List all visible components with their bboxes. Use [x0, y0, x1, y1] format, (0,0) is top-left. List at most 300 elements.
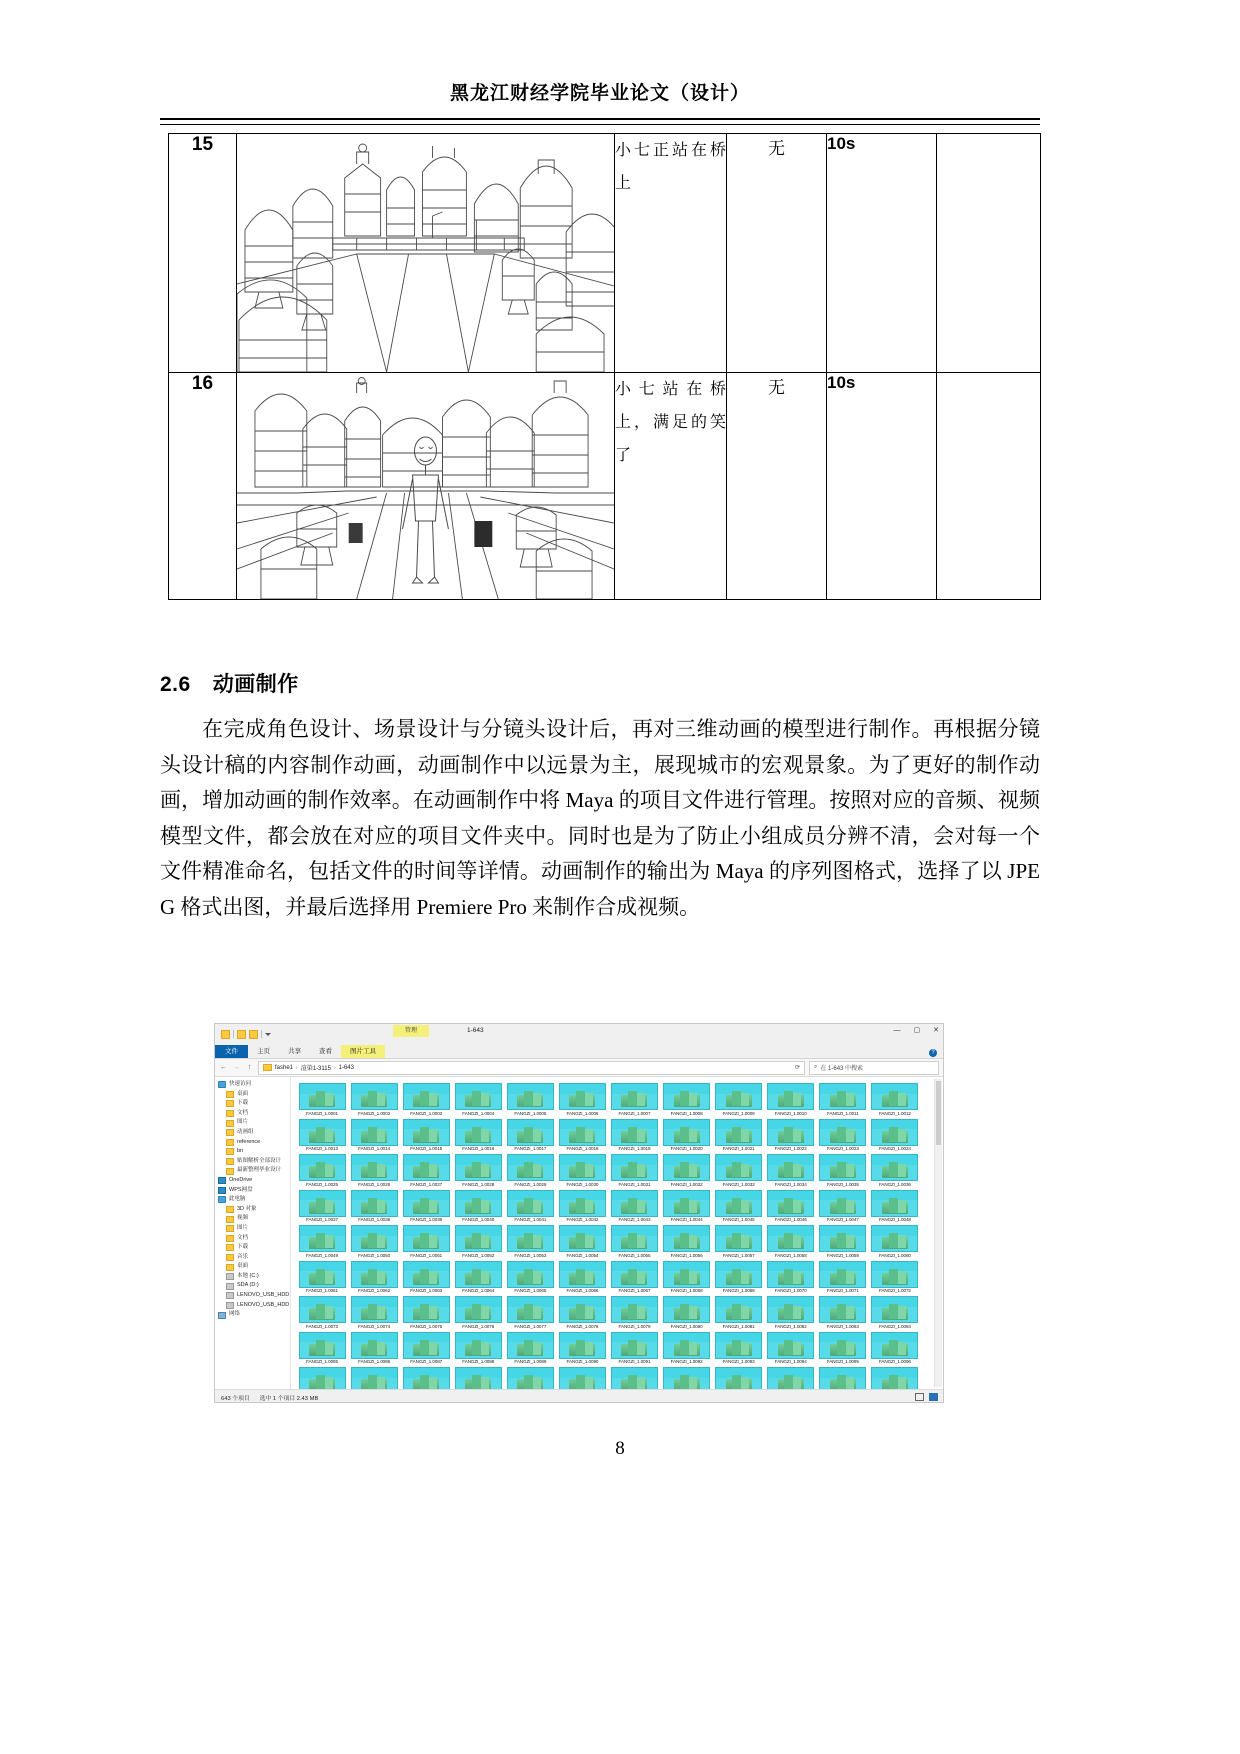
file-tile[interactable]	[609, 1332, 659, 1365]
nav-item-6[interactable]	[218, 1138, 290, 1148]
file-tile[interactable]	[818, 1332, 868, 1365]
file-tile[interactable]	[557, 1332, 607, 1365]
file-tile[interactable]	[609, 1083, 659, 1116]
window-title: 1-643	[467, 1027, 484, 1034]
folder-icon	[221, 1030, 230, 1039]
file-tile[interactable]	[349, 1154, 399, 1187]
file-tile[interactable]	[818, 1083, 868, 1116]
file-thumbnail-icon	[611, 1367, 658, 1389]
file-tile[interactable]	[662, 1332, 712, 1365]
file-thumbnail-icon	[559, 1332, 606, 1359]
file-tile[interactable]	[349, 1296, 399, 1329]
file-tile[interactable]	[557, 1119, 607, 1152]
breadcrumb-item-2[interactable]: 1-643	[338, 1064, 354, 1071]
file-tile[interactable]	[557, 1154, 607, 1187]
nav-item-13[interactable]	[218, 1205, 290, 1215]
character-on-bridge-sketch-icon	[237, 373, 614, 599]
file-tile[interactable]	[870, 1154, 920, 1187]
folder-icon	[263, 1064, 272, 1071]
file-tile[interactable]	[714, 1154, 764, 1187]
nav-item-label: 本地 (C:)	[237, 1272, 259, 1279]
file-thumbnail-icon	[351, 1083, 398, 1110]
tab-share[interactable]: 共享	[288, 1048, 301, 1055]
file-tile[interactable]	[609, 1225, 659, 1258]
file-tile[interactable]	[766, 1367, 816, 1389]
file-tile[interactable]	[662, 1296, 712, 1329]
file-thumbnail-icon	[559, 1367, 606, 1389]
file-thumbnail-icon	[819, 1190, 866, 1217]
file-tile[interactable]	[818, 1154, 868, 1187]
file-tile[interactable]	[870, 1367, 920, 1389]
file-tile[interactable]	[609, 1154, 659, 1187]
file-tile[interactable]	[557, 1367, 607, 1389]
file-tile[interactable]	[766, 1190, 816, 1223]
file-thumbnail-icon	[299, 1119, 346, 1146]
header-title: 黑龙江财经学院毕业论文（设计）	[449, 83, 750, 104]
file-tile[interactable]	[870, 1119, 920, 1152]
file-tile[interactable]	[349, 1367, 399, 1389]
file-tile[interactable]	[505, 1296, 555, 1329]
file-name-label: FANGZI_1.0072	[878, 1288, 911, 1293]
nav-item-16[interactable]	[218, 1234, 290, 1244]
file-tile[interactable]	[505, 1083, 555, 1116]
file-tile[interactable]	[453, 1225, 503, 1258]
file-name-label: FANGZI_1.0010	[774, 1110, 807, 1116]
file-tile[interactable]	[557, 1296, 607, 1329]
new-folder-icon[interactable]	[249, 1030, 258, 1039]
nav-item-label: 图片	[237, 1224, 249, 1231]
file-tile[interactable]	[557, 1190, 607, 1223]
file-tile[interactable]	[870, 1083, 920, 1116]
nav-item-21[interactable]	[218, 1281, 290, 1291]
file-tile[interactable]	[401, 1119, 451, 1152]
file-tile[interactable]	[297, 1367, 347, 1389]
file-tile[interactable]	[297, 1332, 347, 1365]
file-name-label: FANGZI_1.0073	[306, 1323, 338, 1329]
nav-item-22[interactable]	[218, 1291, 290, 1301]
file-name-label: FANGZI_1.0022	[774, 1146, 807, 1151]
nav-item-label: SDA (D:)	[237, 1282, 259, 1289]
file-tile[interactable]	[662, 1367, 712, 1389]
forward-icon[interactable]: →	[233, 1064, 240, 1071]
nav-item-1[interactable]	[218, 1090, 290, 1100]
file-tile[interactable]	[401, 1225, 451, 1258]
file-tile[interactable]	[714, 1332, 764, 1365]
file-name-label: FANGZI_1.0031	[618, 1181, 651, 1187]
file-tile[interactable]	[453, 1296, 503, 1329]
file-tile[interactable]	[297, 1261, 347, 1294]
file-thumbnail-icon	[871, 1190, 918, 1217]
file-tile[interactable]	[714, 1261, 764, 1294]
file-name-label: FANGZI_1.0080	[670, 1323, 703, 1329]
file-name-label: FANGZI_1.0027	[410, 1181, 443, 1187]
file-tile[interactable]	[766, 1332, 816, 1365]
file-tile[interactable]	[870, 1261, 920, 1294]
section-title: 动画制作	[212, 673, 299, 696]
file-tile[interactable]	[297, 1296, 347, 1329]
file-tile[interactable]	[766, 1119, 816, 1152]
nav-item-label: 桌面	[237, 1263, 249, 1270]
navigation-pane[interactable]	[215, 1077, 291, 1389]
file-name-label: FANGZI_1.0042	[566, 1217, 599, 1222]
up-icon[interactable]: ↑	[247, 1064, 252, 1071]
file-thumbnail-icon	[403, 1190, 450, 1217]
file-tile[interactable]	[870, 1190, 920, 1223]
file-thumbnail-icon	[559, 1083, 606, 1110]
file-tile[interactable]	[297, 1154, 347, 1187]
file-tile[interactable]	[505, 1154, 555, 1187]
nav-item-label: 图片	[237, 1119, 249, 1126]
folder-icon	[226, 1148, 234, 1155]
storyboard-sketch-16	[237, 373, 614, 599]
file-thumbnail-icon	[819, 1332, 866, 1359]
close-button[interactable]: ✕	[933, 1027, 939, 1034]
nav-item-14[interactable]	[218, 1214, 290, 1224]
tab-view[interactable]: 查看	[319, 1048, 332, 1055]
file-name-label: FANGZI_1.0088	[462, 1359, 495, 1364]
file-tile[interactable]	[766, 1225, 816, 1258]
folder-icon	[226, 1254, 234, 1261]
file-tile[interactable]	[349, 1261, 399, 1294]
file-tile[interactable]	[609, 1367, 659, 1389]
section-number: 2.6	[160, 673, 191, 696]
nav-item-10[interactable]	[218, 1176, 290, 1186]
file-name-label: FANGZI_1.0009	[722, 1110, 755, 1116]
file-tile[interactable]	[766, 1083, 816, 1116]
file-tile[interactable]	[297, 1119, 347, 1152]
file-name-label: FANGZI_1.0003	[410, 1110, 443, 1116]
file-name-label: FANGZI_1.0096	[878, 1359, 911, 1364]
file-name-label: FANGZI_1.0049	[306, 1252, 338, 1258]
file-tile[interactable]	[505, 1225, 555, 1258]
file-tile[interactable]	[818, 1190, 868, 1223]
file-tile[interactable]	[662, 1225, 712, 1258]
file-thumbnail-icon	[715, 1261, 762, 1288]
file-name-label: FANGZI_1.0064	[462, 1288, 495, 1293]
status-bar	[215, 1389, 943, 1403]
help-icon[interactable]: ?	[929, 1049, 937, 1057]
file-thumbnail-icon	[455, 1083, 502, 1110]
file-tile[interactable]	[401, 1332, 451, 1365]
drive-icon	[226, 1292, 234, 1299]
nav-item-label: 下载	[237, 1244, 249, 1251]
file-tile[interactable]	[818, 1225, 868, 1258]
cloud-icon	[218, 1187, 226, 1194]
file-tile[interactable]	[609, 1296, 659, 1329]
nav-item-label: 3D 对象	[237, 1205, 257, 1212]
file-thumbnail-icon	[611, 1332, 658, 1359]
file-name-label: FANGZI_1.0006	[566, 1110, 599, 1116]
nav-item-label: 文档	[237, 1109, 249, 1116]
search-icon: ⌕	[814, 1064, 818, 1070]
folder-icon	[226, 1139, 234, 1146]
nav-item-label: 最新整理毕业设计	[237, 1167, 282, 1174]
file-tile[interactable]	[453, 1367, 503, 1389]
file-tile[interactable]	[505, 1332, 555, 1365]
file-name-label: FANGZI_1.0047	[826, 1217, 859, 1222]
file-thumbnail-icon	[299, 1367, 346, 1389]
item-count: 643 个项目	[221, 1395, 250, 1402]
back-icon[interactable]: ←	[220, 1064, 227, 1071]
file-name-label: FANGZI_1.0090	[566, 1359, 599, 1364]
file-tile[interactable]	[401, 1190, 451, 1223]
file-tile[interactable]	[557, 1083, 607, 1116]
file-tile[interactable]	[349, 1083, 399, 1116]
ribbon-tabs[interactable]	[215, 1044, 943, 1059]
file-thumbnail-icon	[767, 1083, 814, 1110]
nav-item-17[interactable]	[218, 1243, 290, 1253]
file-tile[interactable]	[557, 1261, 607, 1294]
nav-item-24[interactable]	[218, 1310, 290, 1320]
file-tile[interactable]	[453, 1332, 503, 1365]
file-name-label: FANGZI_1.0040	[462, 1217, 495, 1222]
file-name-label: FANGZI_1.0016	[462, 1146, 495, 1151]
file-tile[interactable]	[714, 1225, 764, 1258]
file-tile[interactable]	[505, 1261, 555, 1294]
file-tile[interactable]	[609, 1119, 659, 1152]
file-tile[interactable]	[870, 1225, 920, 1258]
file-tile[interactable]	[401, 1296, 451, 1329]
file-grid[interactable]	[297, 1083, 921, 1389]
file-tile[interactable]	[818, 1119, 868, 1152]
tab-file[interactable]: 文件	[215, 1045, 248, 1058]
file-thumbnail-icon	[715, 1296, 762, 1323]
file-thumbnail-icon	[507, 1119, 554, 1146]
folder-icon	[226, 1225, 234, 1232]
file-tile[interactable]	[505, 1367, 555, 1389]
nav-item-label: reference	[237, 1138, 261, 1145]
file-tile[interactable]	[453, 1190, 503, 1223]
nav-item-15[interactable]	[218, 1224, 290, 1234]
nav-item-5[interactable]	[218, 1128, 290, 1138]
scrollbar-thumb[interactable]	[936, 1081, 941, 1145]
maximize-button[interactable]: ▢	[913, 1027, 921, 1034]
file-tile[interactable]	[453, 1083, 503, 1116]
file-name-label: FANGZI_1.0081	[722, 1323, 755, 1329]
breadcrumb-item-0[interactable]: fashe1	[275, 1064, 294, 1071]
file-name-label: FANGZI_1.0082	[774, 1323, 807, 1329]
file-tile[interactable]	[662, 1190, 712, 1223]
file-name-label: FANGZI_1.0044	[670, 1217, 703, 1222]
file-name-label: FANGZI_1.0020	[670, 1146, 703, 1151]
file-tile[interactable]	[714, 1367, 764, 1389]
large-icons-view-icon[interactable]	[929, 1393, 938, 1401]
file-thumbnail-icon	[611, 1296, 658, 1323]
file-name-label: FANGZI_1.0046	[774, 1217, 807, 1222]
file-name-label: FANGZI_1.0011	[827, 1110, 859, 1116]
folder-icon	[226, 1110, 234, 1117]
file-thumbnail-icon	[299, 1225, 346, 1252]
file-tile[interactable]	[297, 1225, 347, 1258]
file-thumbnail-icon	[871, 1367, 918, 1389]
folder-icon	[226, 1235, 234, 1242]
breadcrumb-separator: ›	[296, 1064, 298, 1071]
file-tile[interactable]	[818, 1367, 868, 1389]
breadcrumb-item-1[interactable]: 渲染1-3115	[300, 1066, 331, 1072]
breadcrumb[interactable]	[258, 1061, 805, 1075]
file-tile[interactable]	[453, 1261, 503, 1294]
file-name-label: FANGZI_1.0026	[358, 1181, 391, 1187]
file-tile[interactable]	[297, 1190, 347, 1223]
selection-info: 选中 1 个项目 2.43 MB	[259, 1395, 319, 1402]
nav-item-8[interactable]	[218, 1157, 290, 1167]
file-name-label: FANGZI_1.0057	[722, 1252, 755, 1258]
file-tile[interactable]	[505, 1119, 555, 1152]
body-paragraph: 在完成角色设计、场景设计与分镜头设计后，再对三维动画的模型进行制作。再根据分镜头设计稿的内容制作动画，动画制作中以远景为主，展现城市的宏观景象。为了更好的制作动画，增加动画的制作效率。在动画制作中将 Maya 的项目文件进行管理。按照对应的音频、视频模型文件，都会放在对应的项目文件夹中。同时也是为了防止小组成员分辨不清，会对每一个文件精准命名，包括文件的时间等详情。动画制作的输出为 Maya 的序列图格式，选择了以 JPEG 格式出图，并最后选择用 Premiere Pro 来制作合成视频。	[160, 717, 1040, 919]
file-tile[interactable]	[662, 1261, 712, 1294]
file-name-label: FANGZI_1.0036	[878, 1181, 911, 1187]
file-name-label: FANGZI_1.0078	[566, 1323, 599, 1329]
file-name-label: FANGZI_1.0018	[566, 1146, 599, 1151]
file-thumbnail-icon	[299, 1332, 346, 1359]
tab-picture-tools[interactable]: 图片工具	[341, 1045, 385, 1058]
file-thumbnail-icon	[455, 1190, 502, 1217]
file-name-label: FANGZI_1.0033	[722, 1181, 755, 1187]
file-tile[interactable]	[766, 1296, 816, 1329]
file-tile[interactable]	[401, 1261, 451, 1294]
file-tile[interactable]	[662, 1154, 712, 1187]
properties-icon[interactable]	[237, 1030, 246, 1039]
nav-item-7[interactable]	[218, 1147, 290, 1157]
refresh-icon[interactable]: ⟳	[794, 1065, 800, 1071]
shot-note	[937, 373, 1041, 600]
file-thumbnail-icon	[507, 1225, 554, 1252]
search-input[interactable]	[809, 1061, 939, 1075]
file-thumbnail-icon	[559, 1296, 606, 1323]
file-tile[interactable]	[870, 1296, 920, 1329]
file-thumbnail-icon	[455, 1119, 502, 1146]
file-thumbnail-icon	[871, 1332, 918, 1359]
file-thumbnail-icon	[663, 1296, 710, 1323]
file-thumbnail-icon	[559, 1190, 606, 1217]
file-name-label: FANGZI_1.0001	[306, 1110, 338, 1116]
file-thumbnail-icon	[403, 1296, 450, 1323]
file-tile[interactable]	[766, 1154, 816, 1187]
file-tile[interactable]	[662, 1083, 712, 1116]
file-tile[interactable]	[401, 1083, 451, 1116]
file-thumbnail-icon	[351, 1119, 398, 1146]
file-tile[interactable]	[714, 1083, 764, 1116]
nav-item-23[interactable]	[218, 1301, 290, 1311]
file-thumbnail-icon	[351, 1332, 398, 1359]
file-tile[interactable]	[349, 1225, 399, 1258]
file-tile[interactable]	[870, 1332, 920, 1365]
file-thumbnail-icon	[663, 1367, 710, 1389]
file-tile[interactable]	[818, 1261, 868, 1294]
file-name-label: FANGZI_1.0012	[878, 1110, 911, 1116]
nav-item-11[interactable]	[218, 1186, 290, 1196]
file-tile[interactable]	[609, 1190, 659, 1223]
net-icon	[218, 1312, 226, 1319]
file-thumbnail-icon	[351, 1225, 398, 1252]
file-tile[interactable]	[297, 1083, 347, 1116]
file-thumbnail-icon	[403, 1261, 450, 1288]
file-tile[interactable]	[766, 1261, 816, 1294]
file-name-label: FANGZI_1.0059	[826, 1252, 859, 1258]
file-thumbnail-icon	[403, 1225, 450, 1252]
file-list-pane[interactable]	[291, 1077, 943, 1389]
file-name-label: FANGZI_1.0086	[358, 1359, 391, 1364]
file-tile[interactable]	[662, 1119, 712, 1152]
file-name-label: FANGZI_1.0050	[358, 1252, 391, 1258]
file-name-label: FANGZI_1.0061	[306, 1288, 338, 1293]
chevron-down-icon[interactable]	[265, 1033, 271, 1036]
nav-item-4[interactable]	[218, 1118, 290, 1128]
file-tile[interactable]	[818, 1296, 868, 1329]
file-name-label: FANGZI_1.0008	[670, 1110, 703, 1116]
file-tile[interactable]	[453, 1154, 503, 1187]
nav-item-12[interactable]	[218, 1195, 290, 1205]
file-thumbnail-icon	[403, 1332, 450, 1359]
file-tile[interactable]	[505, 1190, 555, 1223]
file-tile[interactable]	[453, 1119, 503, 1152]
nav-item-3[interactable]	[218, 1109, 290, 1119]
file-name-label: FANGZI_1.0054	[566, 1252, 599, 1258]
file-tile[interactable]	[714, 1119, 764, 1152]
file-thumbnail-icon	[819, 1296, 866, 1323]
file-tile[interactable]	[349, 1190, 399, 1223]
file-thumbnail-icon	[559, 1154, 606, 1181]
file-tile[interactable]	[349, 1332, 399, 1365]
file-thumbnail-icon	[767, 1261, 814, 1288]
nav-item-label: WPS网盘	[229, 1186, 253, 1193]
search-placeholder: 在 1-643 中搜索	[820, 1066, 864, 1072]
file-thumbnail-icon	[819, 1119, 866, 1146]
shot-duration: 10s	[827, 373, 937, 600]
file-name-label: FANGZI_1.0058	[774, 1252, 807, 1258]
file-tile[interactable]	[557, 1225, 607, 1258]
file-name-label: FANGZI_1.0085	[306, 1359, 338, 1364]
file-thumbnail-icon	[871, 1119, 918, 1146]
header-rule-thin	[160, 124, 1040, 125]
file-tile[interactable]	[714, 1190, 764, 1223]
nav-item-label: 下载	[237, 1100, 249, 1107]
folder-icon	[226, 1216, 234, 1223]
window-controls[interactable]	[894, 1026, 940, 1034]
nav-item-0[interactable]	[218, 1080, 290, 1090]
details-view-icon[interactable]	[915, 1393, 924, 1401]
file-tile[interactable]	[609, 1261, 659, 1294]
file-name-label: FANGZI_1.0025	[306, 1181, 338, 1187]
tab-home[interactable]: 主页	[257, 1048, 270, 1055]
file-tile[interactable]	[401, 1154, 451, 1187]
nav-item-2[interactable]	[218, 1099, 290, 1109]
file-thumbnail-icon	[611, 1190, 658, 1217]
nav-item-9[interactable]	[218, 1166, 290, 1176]
file-tile[interactable]	[714, 1296, 764, 1329]
nav-item-label: 此电脑	[229, 1196, 246, 1203]
file-thumbnail-icon	[559, 1225, 606, 1252]
quick-access-toolbar[interactable]	[215, 1030, 271, 1039]
file-thumbnail-icon	[455, 1154, 502, 1181]
file-tile[interactable]	[401, 1367, 451, 1389]
vertical-scrollbar[interactable]	[934, 1079, 942, 1387]
minimize-button[interactable]: —	[893, 1026, 901, 1034]
file-thumbnail-icon	[715, 1190, 762, 1217]
nav-item-18[interactable]	[218, 1253, 290, 1263]
file-thumbnail-icon	[507, 1154, 554, 1181]
file-name-label: FANGZI_1.0005	[514, 1110, 547, 1116]
file-tile[interactable]	[349, 1119, 399, 1152]
table-row	[169, 134, 1041, 373]
nav-item-20[interactable]	[218, 1272, 290, 1282]
shot-number: 16	[169, 373, 237, 600]
address-bar[interactable]	[215, 1059, 943, 1077]
nav-item-19[interactable]	[218, 1262, 290, 1272]
nav-item-label: 动画组	[237, 1128, 254, 1135]
view-mode-buttons[interactable]	[915, 1393, 938, 1401]
file-name-label: FANGZI_1.0095	[826, 1359, 859, 1364]
